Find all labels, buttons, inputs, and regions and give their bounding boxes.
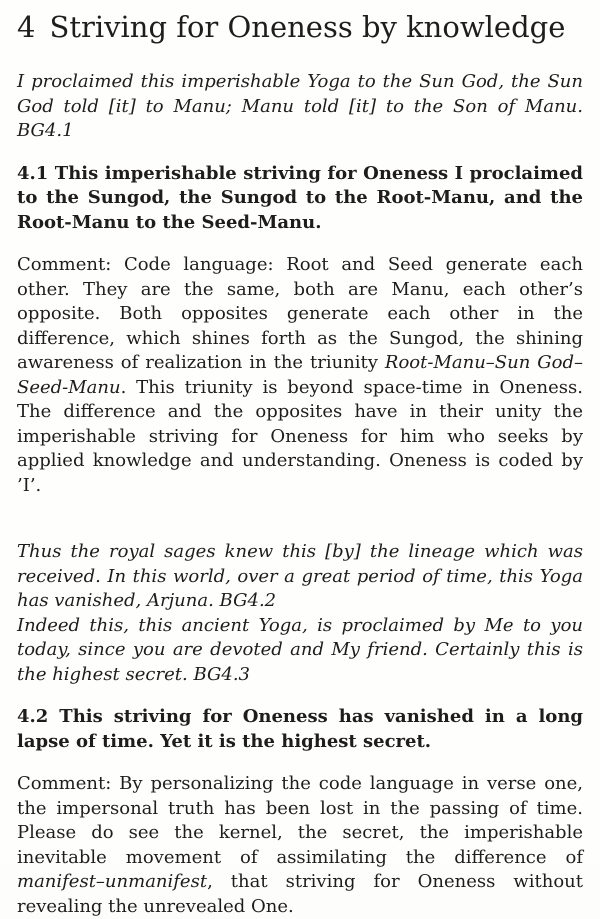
verse-bg43-text: Indeed this, this ancient Yoga, is proclaimed by Me to you today, since you are devoted and My friend. Certainly this is the highest secret. [17, 614, 583, 685]
chapter-number: 4 [17, 10, 36, 44]
verse-ref-bg43: BG4.3 [193, 663, 251, 685]
sutra-4-2 [17, 705, 583, 754]
comment-4-1-tail: . This triunity is beyond space-time in Oneness. The difference and the opposites have in their unity the imperishable striving for Oneness for him who seeks by applied knowledge and understanding. Oneness is coded by ’I’. [17, 376, 583, 496]
sutra-4-1-text: 4.1 This imperishable striving for Oneness I proclaimed to the Sungod, the Sungod to the Root-Manu, and the Root-Manu to the Seed-Manu. [17, 162, 583, 233]
comment-4-1-lead: Comment: Code language: Root and Seed generate each other. They are the same, both are Manu, each other’s opposite. Both opposites generate each other in the difference, which shines forth as the Sungod, the shining awareness of realization in the triunity [17, 254, 583, 373]
verse-group-bg42-bg43 [17, 540, 583, 687]
chapter-title: Striving for Oneness by knowledge [49, 10, 566, 44]
verse-ref-bg41: BG4.1 [17, 120, 74, 141]
verse-ref-bg42: BG4.2 [219, 590, 277, 611]
verse-paragraph-bg43 [17, 614, 583, 688]
sutra-4-2-text: 4.2 This striving for Oneness has vanished in a long lapse of time. Yet it is the highest secret. [17, 706, 583, 752]
verse-bg41-text: I proclaimed this imperishable Yoga to the Sun God, the Sun God told [it] to Manu; Manu told [it] to the Son of Manu. [17, 71, 583, 117]
comment-4-2-tail: , that striving for Oneness without revealing the unrevealed One. [17, 871, 583, 917]
comment-4-1-triunity-term: Root-Manu–Sun God–Seed-Manu [17, 352, 583, 398]
comment-4-2 [17, 772, 583, 919]
comment-4-2-manifest-term: manifest–unmanifest [17, 871, 208, 892]
comment-4-1 [17, 253, 583, 498]
comment-4-2-lead: Comment: By personalizing the code language in verse one, the impersonal truth has been lost in the passing of time. Please do see the kernel, the secret, the imperishable inevitable movement of assimilating the difference of [17, 773, 583, 868]
sutra-4-1 [17, 162, 583, 236]
chapter-heading [17, 10, 583, 44]
verse-paragraph-bg41 [17, 70, 583, 144]
verse-bg42-text: Thus the royal sages knew this [by] the lineage which was received. In this world, over a great period of time, this Yoga has vanished, Arjuna. [17, 541, 583, 611]
verse-paragraph-bg42 [17, 540, 583, 614]
